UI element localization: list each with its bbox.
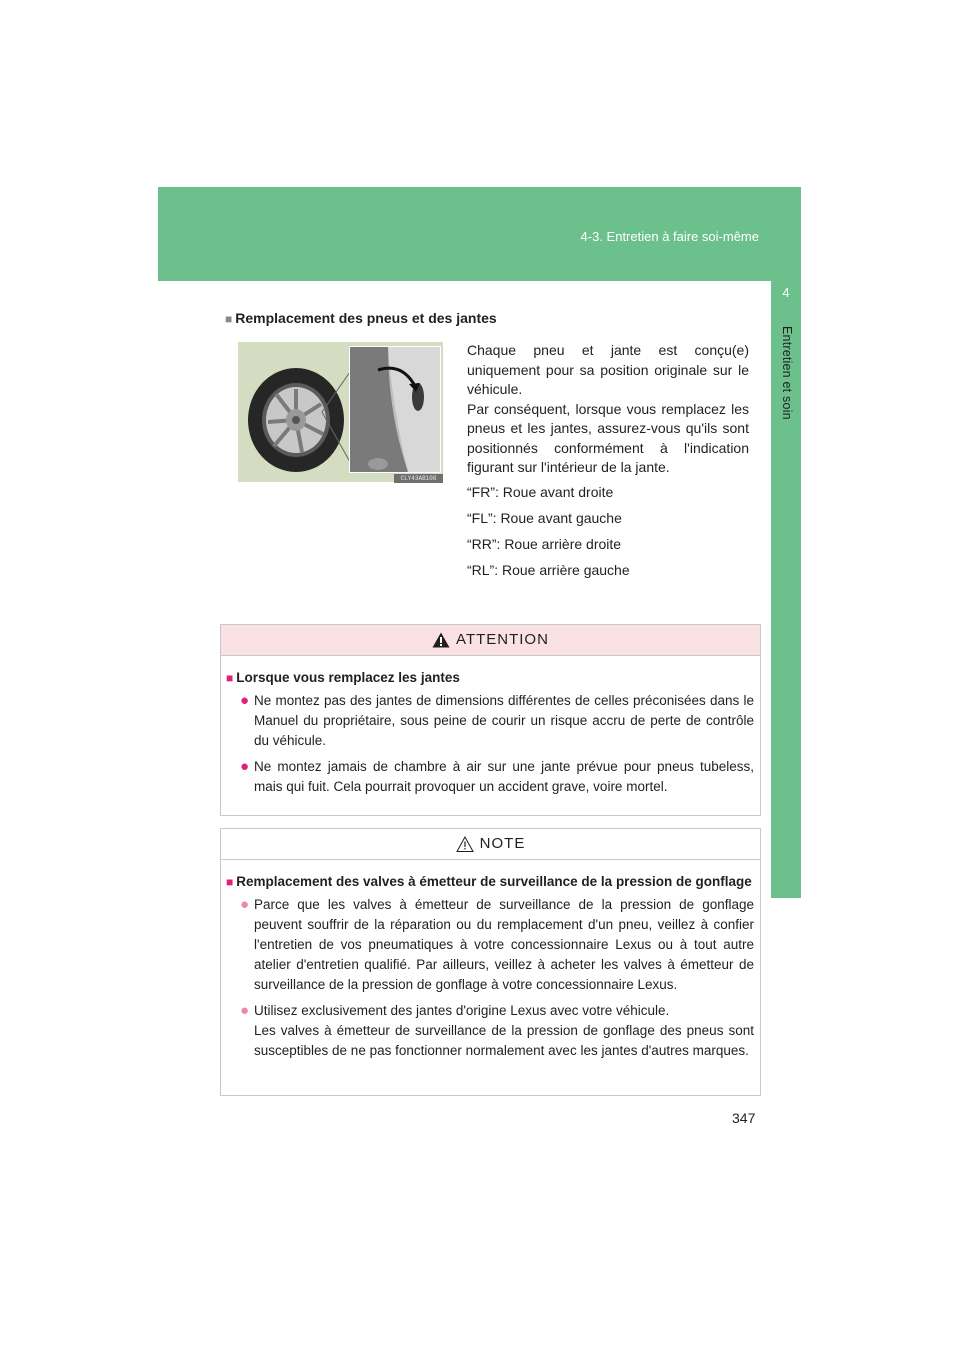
attention-subheading <box>226 670 760 685</box>
bullet-dot-icon: ● <box>240 692 250 709</box>
intro-text <box>467 341 749 478</box>
note-subheading <box>226 874 760 889</box>
code-fl: “FL”: Roue avant gauche <box>467 510 622 526</box>
image-code: CLY43AB108 <box>394 474 443 483</box>
bullet-dot-icon: ● <box>240 758 250 775</box>
attention-title: ATTENTION <box>456 631 549 648</box>
list-item-text: Parce que les valves à émetteur de surveillance de la pression de gonflage peuvent souffrir de la réparation ou du remplacement d'un pneu, veillez à confier l'entretien de vos pneumatiques à votre concessionnaire Lexus ou à tout autre atelier d'entretien qualifié. Par ailleurs, veillez à acheter les valves à émetteur de surveillance de la pression de gonflage à votre concessionnaire Lexus. <box>254 897 754 992</box>
attention-items <box>240 691 754 797</box>
position-codes <box>467 483 630 587</box>
note-title: NOTE <box>479 835 526 852</box>
list-item-text: Ne montez pas des jantes de dimensions différentes de celles préconisées dans le Manuel du propriétaire, sous peine de courir un risque accru de perte de contrôle du véhicule. <box>254 693 754 748</box>
chapter-tab <box>771 281 801 898</box>
square-bullet-icon: ■ <box>226 671 234 685</box>
note-box <box>220 828 761 1096</box>
caution-triangle-icon <box>456 836 474 852</box>
page-number: 347 <box>732 1110 756 1126</box>
list-item <box>240 691 754 751</box>
list-item <box>240 1001 754 1061</box>
header-band <box>158 187 801 281</box>
wheel-illustration <box>238 342 443 482</box>
chapter-number: 4 <box>782 285 790 300</box>
attention-header <box>221 625 760 656</box>
section-title: 4-3. Entretien à faire soi-même <box>580 229 759 244</box>
code-rl: “RL”: Roue arrière gauche <box>467 562 630 578</box>
wheel-photo <box>238 342 443 482</box>
intro-paragraph-2: Par conséquent, lorsque vous remplacez les pneus et les jantes, assurez-vous qu'ils sont positionnés conformément à l'indication figurant sur l'intérieur de la jante. <box>467 400 749 475</box>
chapter-label: Entretien et soin <box>780 326 794 420</box>
bullet-dot-icon: ● <box>240 1002 250 1019</box>
attention-box <box>220 624 761 816</box>
code-fr: “FR”: Roue avant droite <box>467 484 614 500</box>
note-subheading-text: Remplacement des valves à émetteur de surveillance de la pression de gonflage <box>236 874 752 889</box>
square-bullet-icon: ■ <box>225 312 233 326</box>
section-heading <box>225 310 497 326</box>
attention-subheading-text: Lorsque vous remplacez les jantes <box>236 670 460 685</box>
bullet-dot-icon: ● <box>240 896 250 913</box>
list-item-continuation: Les valves à émetteur de surveillance de la pression de gonflage des pneus sont susceptibles de ne pas fonctionner normalement avec les jantes d'autres marques. <box>254 1023 754 1058</box>
list-item <box>240 757 754 797</box>
code-rr: “RR”: Roue arrière droite <box>467 536 622 552</box>
list-item <box>240 895 754 995</box>
list-item-text: Utilisez exclusivement des jantes d'origine Lexus avec votre véhicule. <box>254 1003 670 1018</box>
note-items <box>240 895 754 1061</box>
list-item-text: Ne montez jamais de chambre à air sur une jante prévue pour pneus tubeless, mais qui fuit. Cela pourrait provoquer un accident grave, voire mortel. <box>254 759 754 794</box>
square-bullet-icon: ■ <box>226 875 234 889</box>
intro-paragraph-1: Chaque pneu et jante est conçu(e) uniquement pour sa position originale sur le véhicule. <box>467 342 749 397</box>
section-heading-text: Remplacement des pneus et des jantes <box>235 310 497 326</box>
note-header <box>221 829 760 860</box>
warning-triangle-icon <box>432 632 450 648</box>
